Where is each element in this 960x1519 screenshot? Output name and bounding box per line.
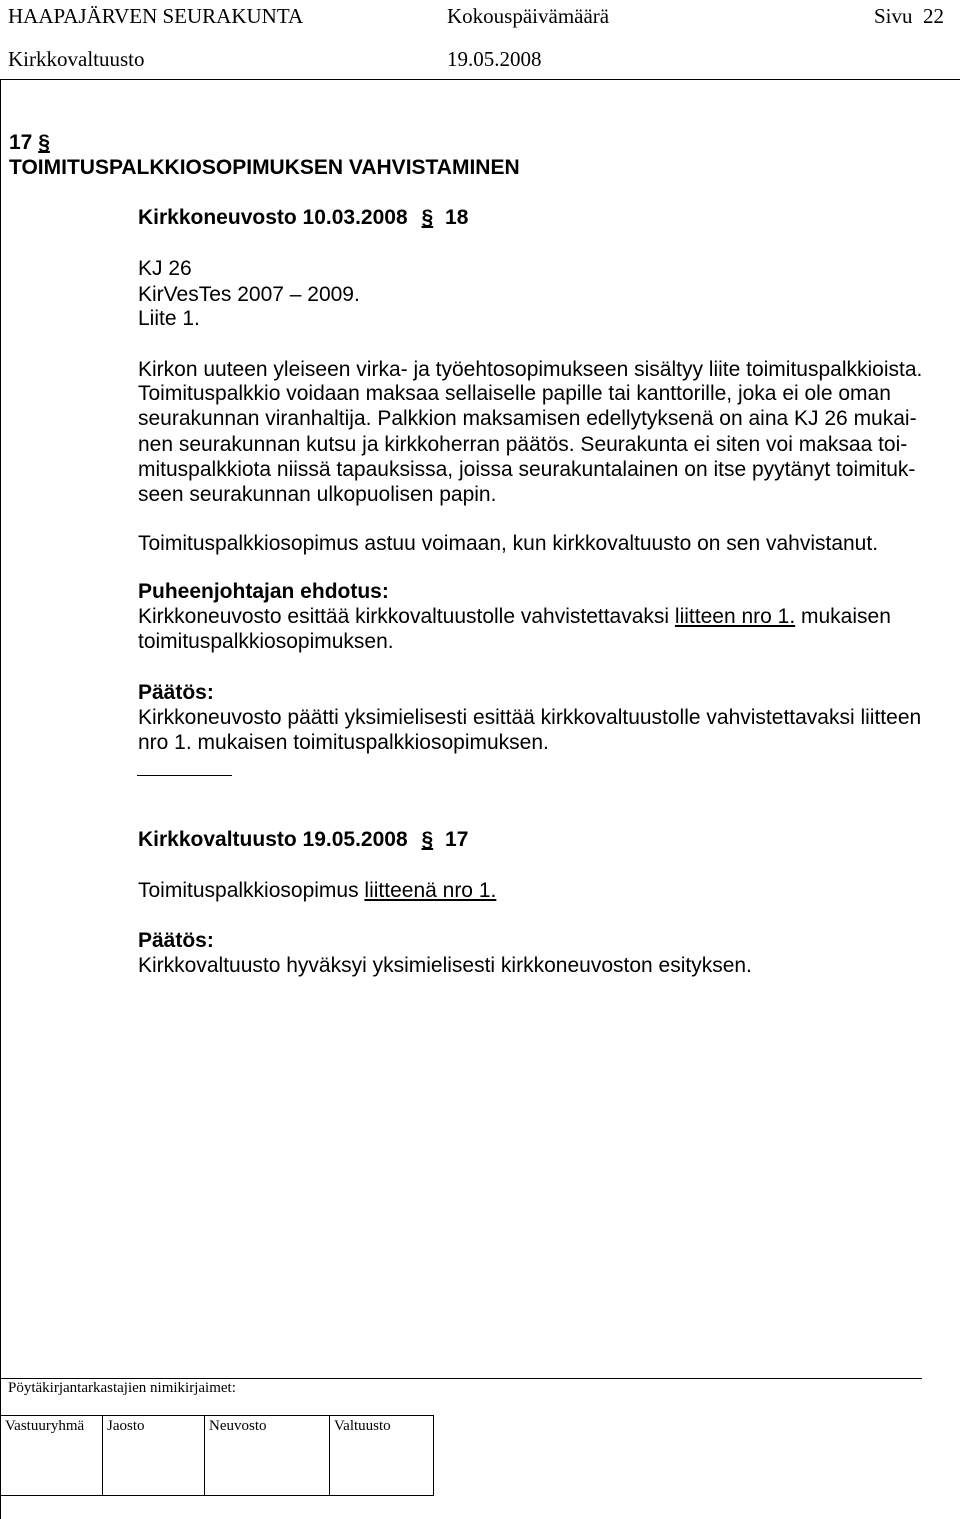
council-ref-num: 18: [445, 206, 469, 229]
paragraph-line: nen seurakunnan kutsu ja kirkkoherran päätös. Seurakunta ei siten voi maksaa toi-: [138, 433, 908, 456]
column-label: Vastuuryhmä: [5, 1418, 85, 1434]
column-label: Neuvosto: [209, 1418, 267, 1434]
signature-line: [0, 1378, 922, 1379]
reference-kirvestes: KirVesTes 2007 – 2009.: [138, 283, 360, 306]
paragraph-effective: Toimituspalkkiosopimus astuu voimaan, kun kirkkovaltuusto on sen vahvistanut.: [138, 532, 879, 555]
proposal-text: Kirkkoneuvosto esittää kirkkovaltuustolle vahvistettavaksi: [138, 605, 675, 628]
attachment-line: [138, 877, 496, 904]
header-page-number: Sivu 22: [874, 4, 945, 28]
valtuusto-reference: [138, 828, 468, 852]
header-body: Kirkkovaltuusto: [8, 47, 145, 71]
table-cell-jaosto: [102, 1416, 204, 1495]
decision-text-2: Kirkkovaltuusto hyväksyi yksimielisesti kirkkoneuvoston esityksen.: [138, 954, 752, 977]
valtuusto-ref-text: Kirkkovaltuusto 19.05.2008: [138, 828, 408, 851]
council-ref-symbol: §: [421, 206, 434, 229]
proposal-line-1: [138, 603, 891, 630]
paragraph-line: mituspalkkiota niissä tapauksissa, joissa seurakuntalainen on itse pyytänyt toimituk-: [138, 458, 916, 481]
attachment-link-2[interactable]: liitteenä nro 1.: [364, 879, 497, 902]
paragraph-line: Kirkon uuteen yleiseen virka- ja työehtosopimukseen sisältyy liite toimituspalkkioista.: [138, 358, 923, 381]
section-heading-number: [9, 131, 50, 155]
left-margin-rule: [0, 79, 1, 1519]
section-title: TOIMITUSPALKKIOSOPIMUKSEN VAHVISTAMINEN: [9, 156, 520, 179]
table-cell-neuvosto: [204, 1416, 329, 1495]
valtuusto-ref-num: 17: [445, 828, 469, 851]
paragraph-line: Toimituspalkkio voidaan maksaa sellaiselle papille tai kanttorille, joka ei ole oman: [138, 382, 891, 405]
decision-label-2: Päätös:: [138, 929, 214, 952]
decision-line-1: Kirkkoneuvosto päätti yksimielisesti esittää kirkkovaltuustolle vahvistettavaksi liitteen: [138, 706, 922, 729]
reference-kj: KJ 26: [138, 257, 192, 280]
valtuusto-ref-symbol: §: [421, 828, 434, 851]
attachment-text: Toimituspalkkiosopimus: [138, 879, 365, 902]
proposal-text-end: mukaisen: [795, 605, 891, 628]
section-symbol: §: [38, 131, 50, 154]
signers-label: Pöytäkirjantarkastajien nimikirjaimet:: [8, 1380, 236, 1396]
council-ref-text: Kirkkoneuvosto 10.03.2008: [138, 206, 408, 229]
table-cell-vastuuryhma: [0, 1416, 102, 1495]
column-label: Jaosto: [107, 1418, 145, 1434]
decision-label: Päätös:: [138, 681, 214, 704]
separator-line: [137, 775, 232, 776]
header-date: 19.05.2008: [447, 47, 542, 71]
paragraph-line: seen seurakunnan ulkopuolisen papin.: [138, 483, 497, 506]
table-cell-valtuusto: [329, 1416, 433, 1495]
reference-attachment: Liite 1.: [138, 307, 200, 330]
column-label: Valtuusto: [334, 1418, 391, 1434]
section-number: 17: [9, 131, 33, 154]
proposal-label: Puheenjohtajan ehdotus:: [138, 580, 389, 603]
paragraph-line: seurakunnan viranhaltija. Palkkion maksamisen edellytyksenä on aina KJ 26 mukai-: [138, 407, 917, 430]
header-org: HAAPAJÄRVEN SEURAKUNTA: [8, 4, 304, 28]
header-rule: [0, 79, 960, 80]
header-date-label: Kokouspäivämäärä: [447, 4, 610, 28]
approval-table: [0, 1415, 434, 1496]
council-reference: [138, 206, 468, 230]
proposal-line-2: toimituspalkkiosopimuksen.: [138, 630, 394, 653]
attachment-link[interactable]: liitteen nro 1.: [674, 605, 796, 628]
decision-line-2: nro 1. mukaisen toimituspalkkiosopimuksen.: [138, 731, 549, 754]
